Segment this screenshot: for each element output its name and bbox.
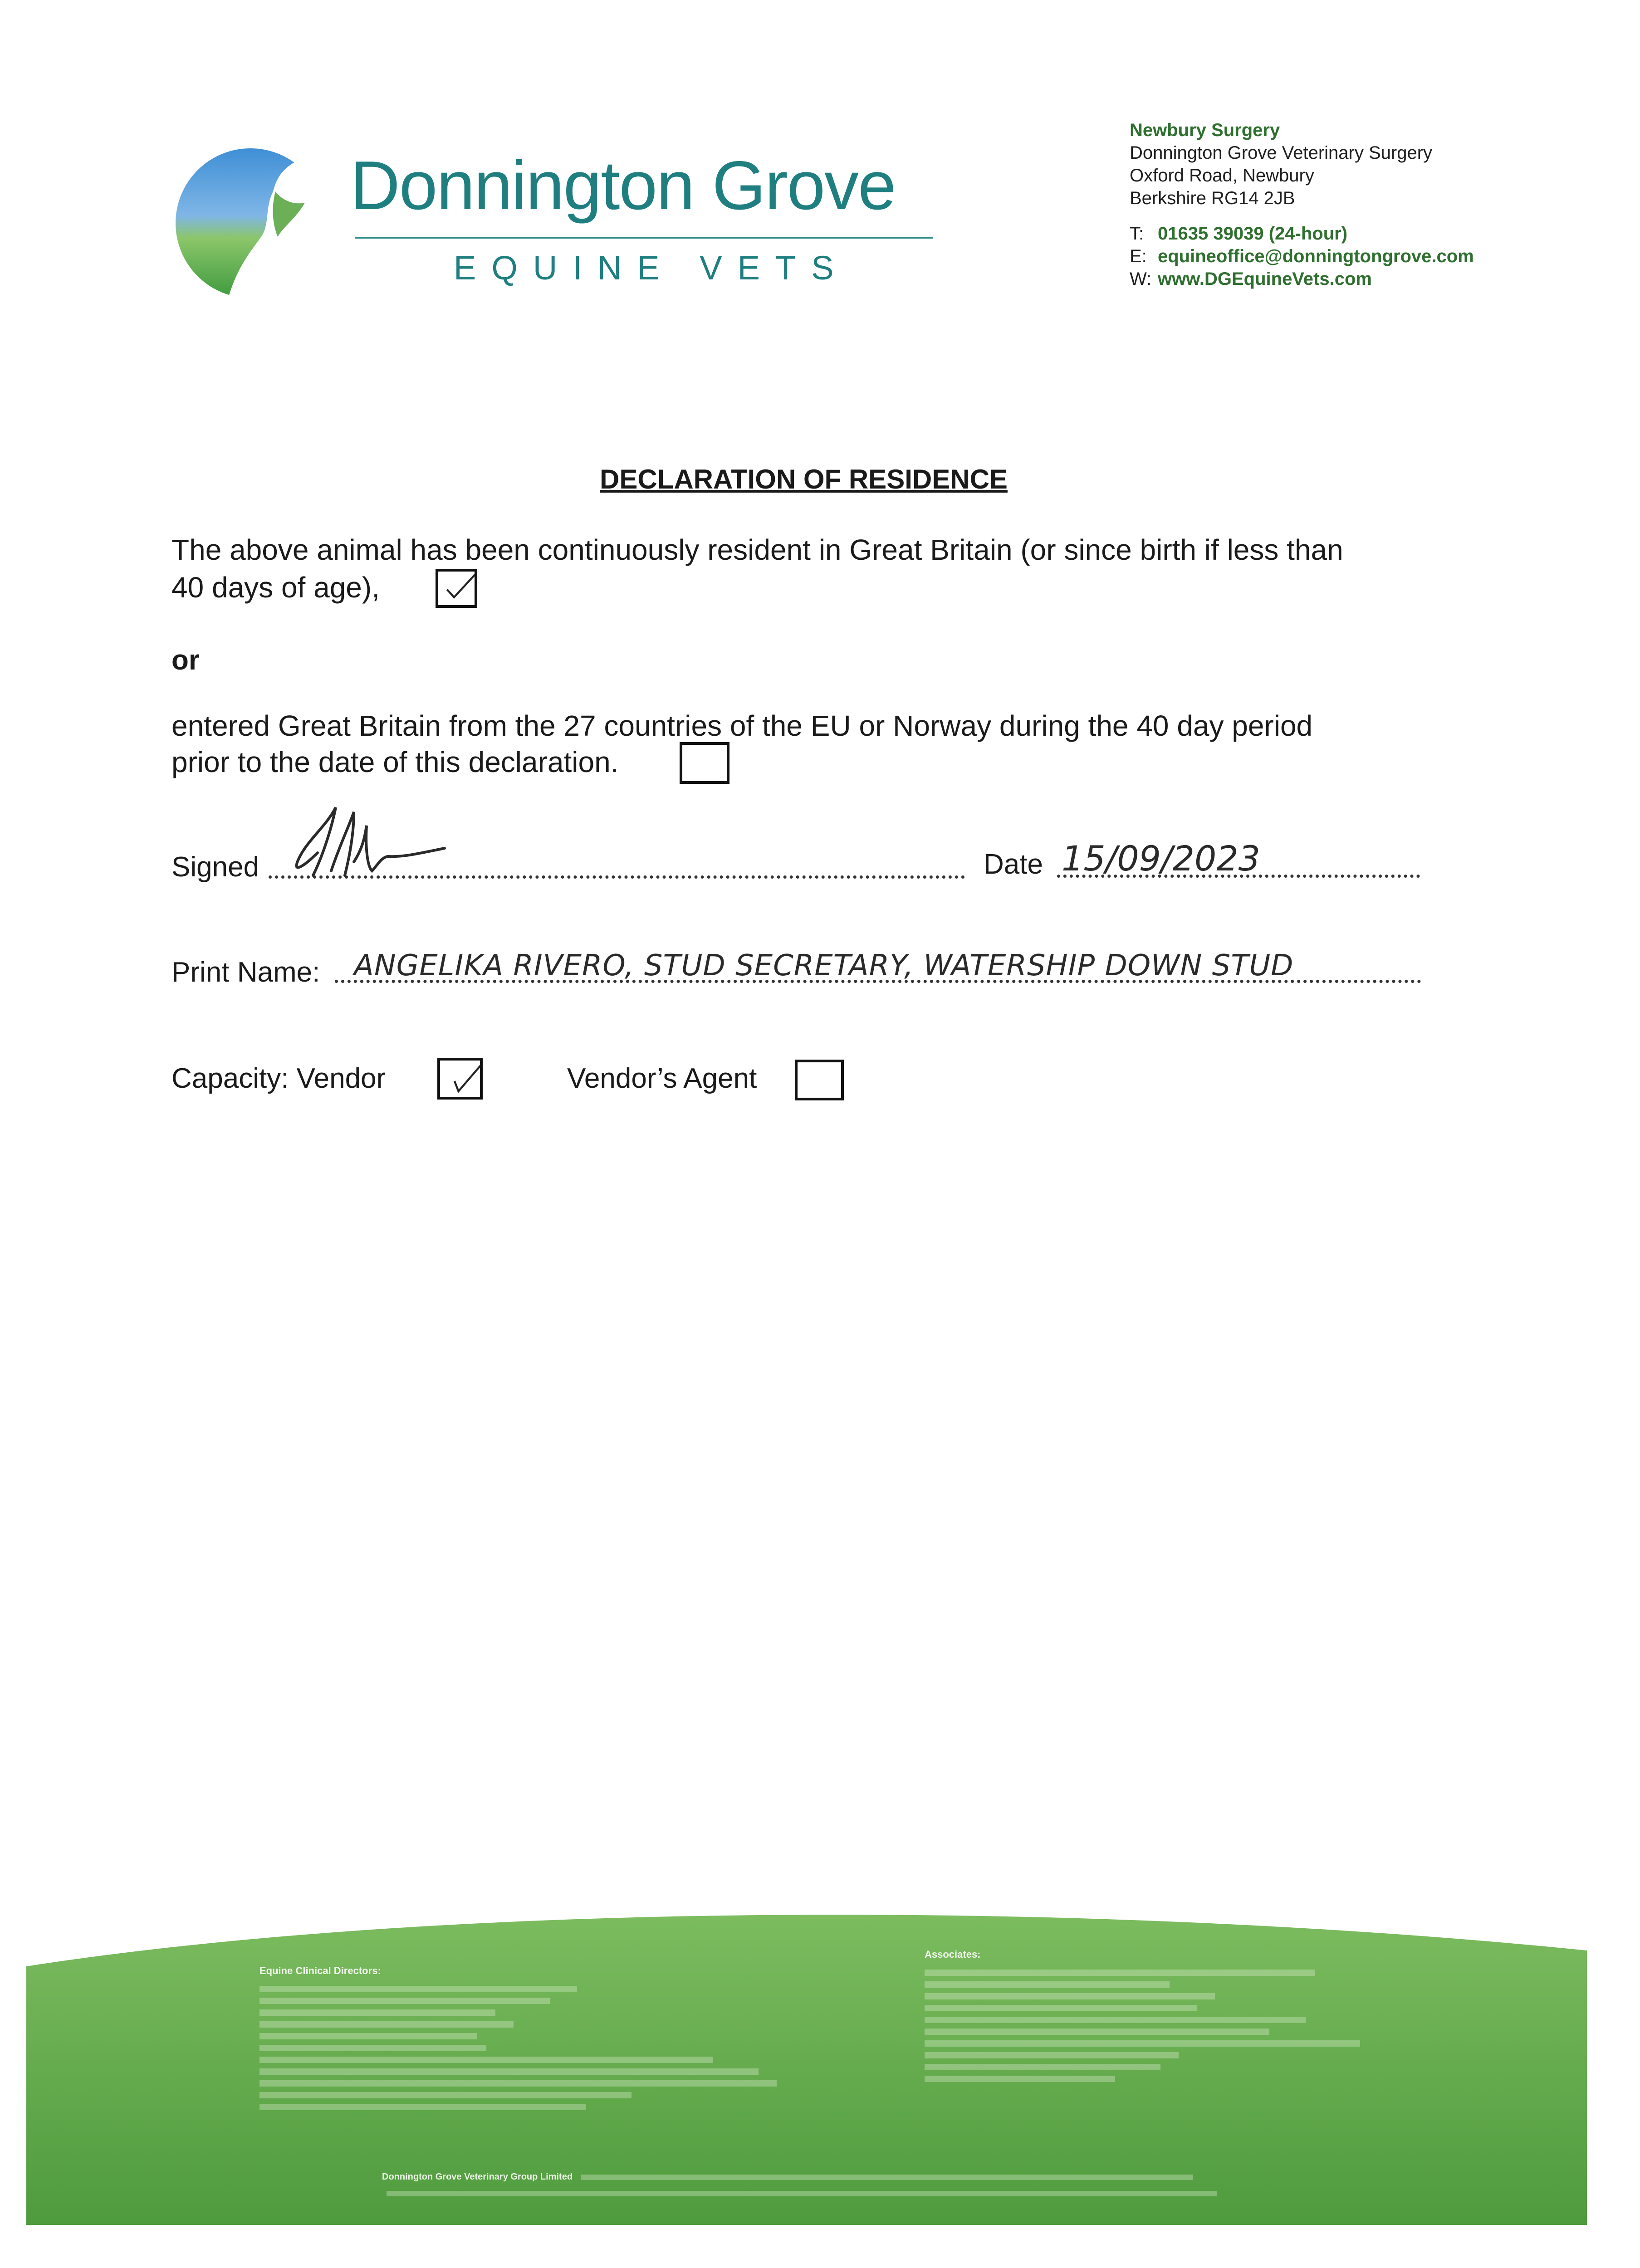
associates-list — [925, 1964, 1378, 2087]
blurred-text-line — [925, 2017, 1306, 2023]
web-value: www.DGEquineVets.com — [1158, 269, 1372, 289]
brand-subtitle: EQUINE VETS — [454, 249, 849, 287]
blurred-text-line — [925, 2028, 1269, 2035]
web-label: W: — [1130, 269, 1152, 289]
phone-value: 01635 39039 (24-hour) — [1158, 224, 1348, 244]
directors-list — [259, 1980, 804, 2116]
blurred-text-line — [259, 2021, 514, 2028]
phone-label: T: — [1130, 224, 1144, 244]
blurred-text-line — [925, 2076, 1115, 2082]
blurred-text-line — [259, 2068, 759, 2075]
address-line: Berkshire RG14 2JB — [1130, 188, 1295, 208]
company-line — [382, 2172, 1193, 2182]
brand-name: Donnington Grove — [350, 147, 896, 224]
signed-label: Signed — [171, 851, 259, 883]
blurred-text-line — [259, 2033, 477, 2039]
address-block — [1130, 119, 1432, 210]
capacity-label: Capacity: Vendor — [171, 1063, 386, 1094]
directors-heading: Equine Clinical Directors: — [259, 1965, 381, 1976]
blurred-text-line — [925, 1981, 1170, 1988]
email-value: equineoffice@donningtongrove.com — [1158, 246, 1474, 266]
blurred-text-line — [259, 2045, 486, 2051]
blurred-text-line — [925, 1993, 1215, 1999]
document-title: DECLARATION OF RESIDENCE — [600, 464, 1008, 494]
surgery-name: Newbury Surgery — [1130, 120, 1280, 140]
address-line: Oxford Road, Newbury — [1130, 166, 1314, 186]
logo-mark-icon — [173, 146, 332, 299]
resident-checkbox[interactable] — [436, 569, 477, 608]
vendor-checkbox[interactable] — [437, 1058, 483, 1100]
blurred-text-line — [259, 2009, 495, 2016]
blurred-text-line — [259, 2092, 632, 2098]
blurred-text-line — [259, 2057, 713, 2063]
blurred-text-line — [259, 1986, 577, 1992]
blurred-text-line — [581, 2175, 1193, 2180]
resident-text-line1: The above animal has been continuously resident in Great Britain (or since birth if less than — [171, 533, 1343, 566]
associates-heading: Associates: — [925, 1949, 981, 1960]
entered-text-line1: entered Great Britain from the 27 countries of the EU or Norway during the 40 day period — [171, 709, 1313, 742]
email-label: E: — [1130, 246, 1147, 266]
blurred-text-line — [387, 2191, 1217, 2196]
check-icon — [438, 572, 475, 605]
blurred-text-line — [925, 1970, 1315, 1976]
blurred-text-line — [259, 1998, 550, 2004]
blurred-text-line — [925, 2052, 1179, 2058]
agent-label: Vendor’s Agent — [567, 1063, 757, 1094]
check-icon — [440, 1061, 480, 1097]
date-value: 15/09/2023 — [1062, 838, 1261, 879]
date-label: Date — [984, 849, 1043, 880]
company-name: Donnington Grove Veterinary Group Limited — [382, 2172, 573, 2182]
print-name-value: ANGELIKA RIVERO, STUD SECRETARY, WATERSHIP DOWN STUD — [354, 949, 1294, 982]
blurred-text-line — [925, 2040, 1360, 2047]
resident-text-line2: 40 days of age), — [171, 571, 380, 604]
print-name-label: Print Name: — [171, 957, 320, 988]
address-line: Donnington Grove Veterinary Surgery — [1130, 143, 1433, 163]
blurred-text-line — [925, 2064, 1160, 2070]
signature-icon — [286, 798, 490, 885]
contact-block — [1130, 222, 1474, 290]
entered-checkbox[interactable] — [680, 742, 729, 784]
blurred-text-line — [925, 2005, 1197, 2011]
blurred-text-line — [259, 2080, 777, 2087]
entered-text-line2: prior to the date of this declaration. — [171, 746, 619, 778]
or-label: or — [171, 645, 200, 676]
agent-checkbox[interactable] — [795, 1060, 844, 1100]
brand-divider — [355, 237, 933, 239]
blurred-text-line — [259, 2104, 586, 2110]
